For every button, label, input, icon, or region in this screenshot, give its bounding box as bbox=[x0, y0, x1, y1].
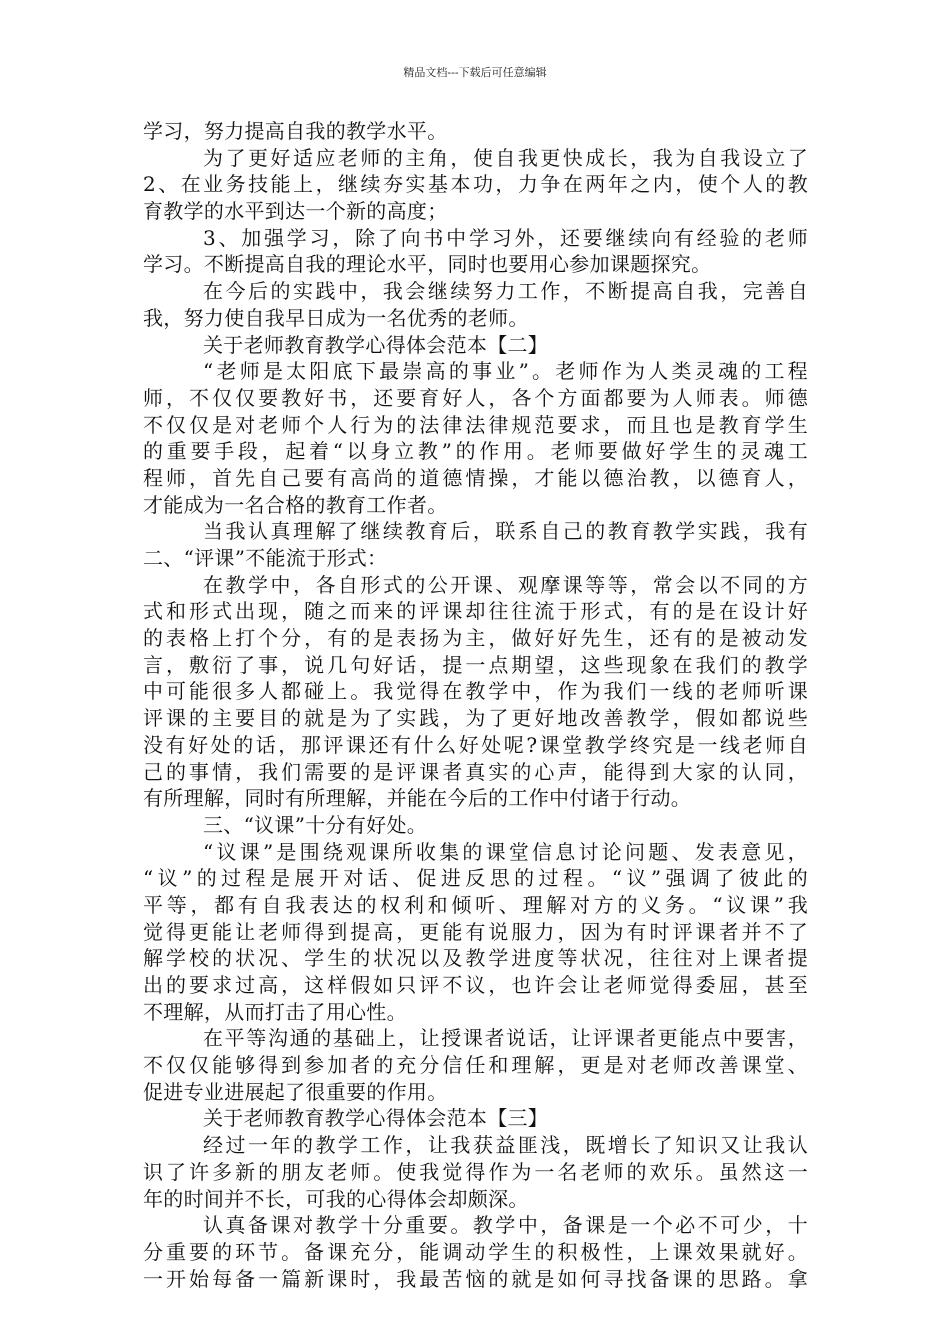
text-line: 平等，都有自我表达的权利和倾听、理解对方的义务。“议课”我 bbox=[143, 892, 808, 917]
text-line: 评课的主要目的就是为了实践，为了更好地改善教学，假如都说些 bbox=[143, 706, 808, 731]
text-line: 在平等沟通的基础上，让授课者说话，让评课者更能点中要害， bbox=[203, 1026, 808, 1051]
text-line: 没有好处的话，那评课还有什么好处呢?课堂教学终究是一线老师自 bbox=[143, 732, 808, 757]
text-line: 关于老师教育教学心得体会范本【二】 bbox=[203, 332, 549, 357]
text-line: 觉得更能让老师得到提高，更能有说服力，因为有时评课者并不了 bbox=[143, 919, 808, 944]
text-line: 不仅仅是对老师个人行为的法律法律规范要求，而且也是教育学生 bbox=[143, 412, 808, 437]
text-line: 不理解，从而打击了用心性。 bbox=[143, 999, 407, 1024]
text-line: 年的时间并不长，可我的心得体会却颇深。 bbox=[143, 1186, 529, 1211]
text-line: 分重要的环节。备课充分，能调动学生的积极性，上课效果就好。 bbox=[143, 1239, 808, 1264]
text-line: 我，努力使自我早日成为一名优秀的老师。 bbox=[143, 305, 529, 330]
text-line: 经过一年的教学工作，让我获益匪浅，既增长了知识又让我认 bbox=[203, 1133, 808, 1158]
text-line: 在教学中，各自形式的公开课、观摩课等等，常会以不同的方 bbox=[203, 572, 808, 597]
text-line: 在今后的实践中，我会继续努力工作，不断提高自我，完善自 bbox=[203, 279, 808, 304]
text-line: 关于老师教育教学心得体会范本【三】 bbox=[203, 1106, 549, 1131]
text-line: “议”的过程是展开对话、促进反思的过程。“议”强调了彼此的 bbox=[143, 866, 808, 891]
text-line: 言，敷衍了事，说几句好话，提一点期望，这些现象在我们的教学 bbox=[143, 652, 808, 677]
document-body bbox=[143, 118, 808, 1292]
text-line: 程师，首先自己要有高尚的道德情操，才能以德治教，以德育人， bbox=[143, 465, 808, 490]
text-line: 才能成为一名合格的教育工作者。 bbox=[143, 492, 448, 517]
text-line: 2、在业务技能上，继续夯实基本功，力争在两年之内，使个人的教 bbox=[143, 172, 808, 197]
text-line: 有所理解，同时有所理解，并能在今后的工作中付诸于行动。 bbox=[143, 786, 692, 811]
text-line: 师，不仅仅要教好书，还要育好人，各个方面都要为人师表。师德 bbox=[143, 385, 808, 410]
text-line: 学习，努力提高自我的教学水平。 bbox=[143, 119, 448, 143]
text-line: 当我认真理解了继续教育后，联系自己的教育教学实践，我有 bbox=[203, 519, 808, 544]
text-line: 学习。不断提高自我的理论水平，同时也要用心参加课题探究。 bbox=[143, 252, 712, 277]
text-line: 育教学的水平到达一个新的高度； bbox=[143, 199, 448, 224]
text-line: 认真备课对教学十分重要。教学中，备课是一个必不可少，十 bbox=[203, 1213, 808, 1238]
text-line: “老师是太阳底下最崇高的事业”。老师作为人类灵魂的工程 bbox=[203, 359, 808, 384]
text-line: “议课”是围绕观课所收集的课堂信息讨论问题、发表意见， bbox=[203, 839, 808, 864]
text-line: 的表格上打个分，有的是表扬为主，做好好先生，还有的是被动发 bbox=[143, 626, 808, 651]
text-line: 解学校的状况、学生的状况以及教学进度等状况，往往对上课者提 bbox=[143, 946, 808, 971]
text-line: 为了更好适应老师的主角，使自我更快成长，我为自我设立了 bbox=[203, 145, 808, 170]
text-line: 不仅仅能够得到参加者的充分信任和理解，更是对老师改善课堂、 bbox=[143, 1053, 808, 1078]
text-line: 促进专业进展起了很重要的作用。 bbox=[143, 1079, 448, 1104]
page-header: 精品文档---下载后可任意编辑 bbox=[403, 66, 547, 79]
text-line: 3、加强学习，除了向书中学习外，还要继续向有经验的老师 bbox=[203, 225, 808, 250]
text-line: 二、“评课”不能流于形式： bbox=[143, 546, 388, 570]
text-line: 一开始每备一篇新课时，我最苦恼的就是如何寻找备课的思路。拿 bbox=[143, 1266, 808, 1291]
text-line: 的重要手段，起着“以身立教”的作用。老师要做好学生的灵魂工 bbox=[143, 439, 808, 464]
text-line: 中可能很多人都碰上。我觉得在教学中，作为我们一线的老师听课 bbox=[143, 679, 808, 704]
text-line: 己的事情，我们需要的是评课者真实的心声，能得到大家的认同， bbox=[143, 759, 808, 784]
text-line: 识了许多新的朋友老师。使我觉得作为一名老师的欢乐。虽然这一 bbox=[143, 1159, 808, 1184]
text-line: 式和形式出现，随之而来的评课却往往流于形式，有的是在设计好 bbox=[143, 599, 808, 624]
text-line: 出的要求过高，这样假如只评不议，也许会让老师觉得委屈，甚至 bbox=[143, 973, 808, 997]
text-line: 三、“议课”十分有好处。 bbox=[203, 812, 428, 837]
